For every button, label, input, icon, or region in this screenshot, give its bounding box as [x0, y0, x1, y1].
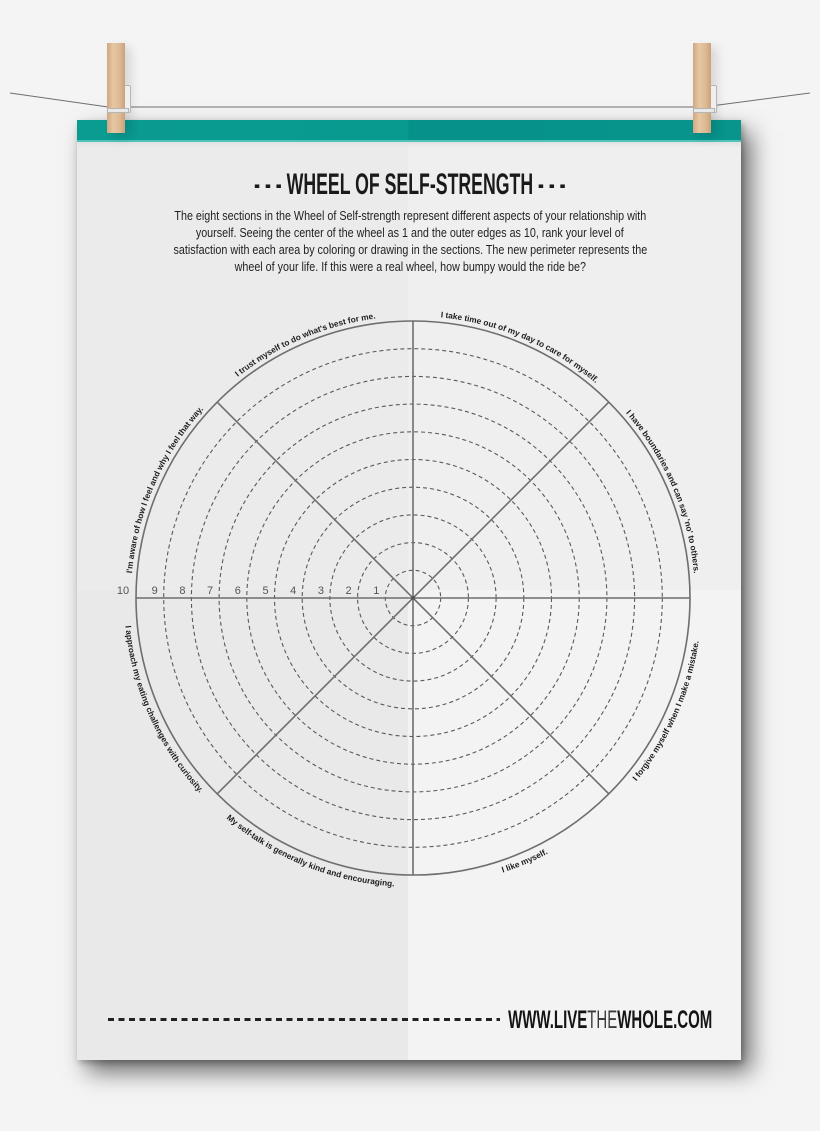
footer-website-container [372, 1006, 712, 1034]
scale-number-1: 1 [373, 585, 380, 597]
section-label-eating-curiosity: I approach my eating challenges with curiosity. [123, 625, 206, 795]
svg-text:My self-talk is generally kind [225, 812, 395, 888]
intro-line: The eight sections in the Wheel of Self-strength represent different aspects of your relationship with [174, 209, 646, 223]
section-label-trust: I trust myself to do what's best for me. [232, 310, 377, 379]
scale-number-3: 3 [317, 585, 324, 597]
svg-text:I take time out of my day to c [440, 309, 600, 384]
section-label-forgiveness: I forgive myself when I make a mistake. [630, 639, 701, 783]
scale-number-10: 10 [116, 585, 130, 597]
scale-number-6: 6 [234, 585, 241, 597]
intro-line: satisfaction with each area by coloring or drawing in the sections. The new perimeter represents the [173, 243, 647, 257]
section-label-emotional-awareness: I'm aware of how I feel and why I feel that way. [124, 403, 206, 574]
url-part-live: WWW.LIVE [507, 1006, 588, 1034]
wheel-center-dot [411, 596, 415, 600]
section-label-like-myself: I like myself. [500, 846, 550, 875]
svg-text:I like myself. [500, 846, 549, 874]
scale-number-4: 4 [290, 585, 297, 597]
footer-website-url[interactable] [508, 1006, 712, 1034]
page-title: - - - WHEEL OF SELF-STRENGTH - - - [254, 168, 566, 201]
intro-line: wheel of your life. If this were a real wheel, how bumpy would the ride be? [234, 260, 586, 274]
url-part-whole: WHOLE.COM [617, 1006, 712, 1034]
section-label-boundaries: I have boundaries and can say 'no' to others. [624, 407, 702, 574]
url-part-the: THE [587, 1006, 618, 1034]
scale-numbers [117, 585, 379, 597]
section-label-self-talk: My self-talk is generally kind and encouraging. [224, 812, 395, 889]
scale-number-9: 9 [151, 585, 158, 597]
intro-line: yourself. Seeing the center of the wheel as 1 and the outer edges as 10, rank your level of [196, 226, 624, 240]
svg-text:I trust myself to do what's be [233, 311, 376, 379]
scale-number-5: 5 [262, 585, 269, 597]
scale-number-2: 2 [345, 585, 352, 597]
svg-text:I approach my eating challenge [123, 625, 205, 794]
scale-number-7: 7 [207, 585, 214, 597]
section-label-self-care-time: I take time out of my day to care for myself. [440, 309, 601, 385]
scale-number-8: 8 [179, 585, 186, 597]
